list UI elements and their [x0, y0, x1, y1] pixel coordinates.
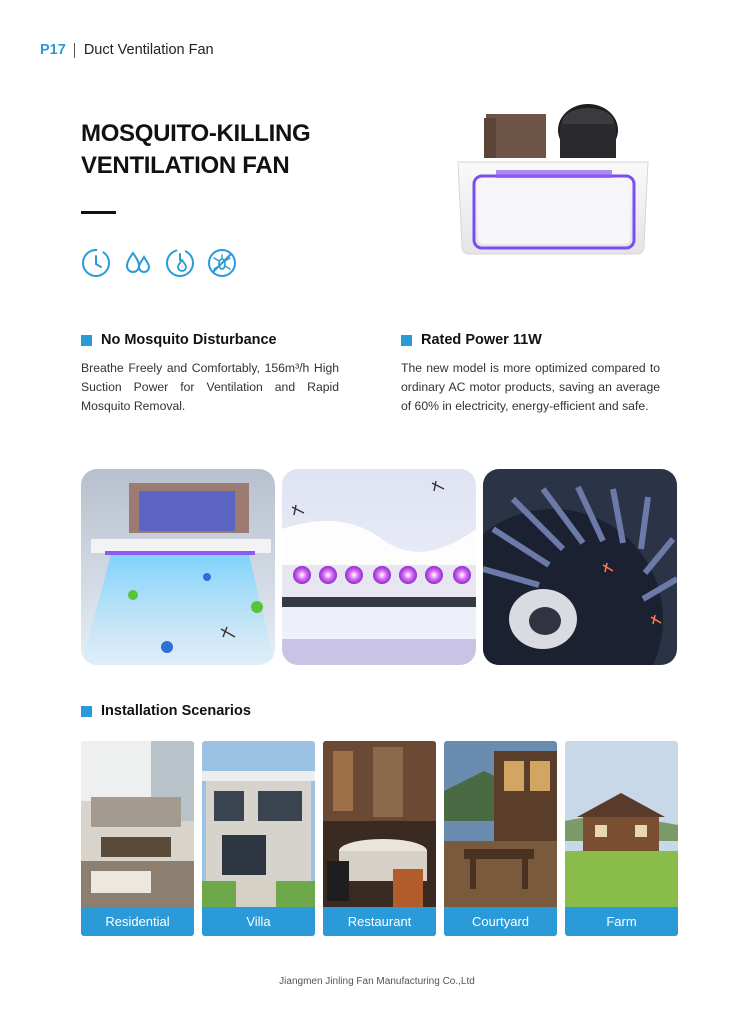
- bullet-square: [81, 335, 92, 346]
- installation-scenarios: [81, 741, 678, 936]
- scenario-label: Courtyard: [444, 907, 557, 936]
- scenario-courtyard: [444, 741, 557, 936]
- scenario-label: Villa: [202, 907, 315, 936]
- product-title: [81, 118, 381, 182]
- product-photo-row: [81, 469, 677, 665]
- section-title: Duct Ventilation Fan: [83, 42, 214, 58]
- water-drops-icon: [122, 247, 154, 279]
- feature-heading: No Mosquito Disturbance: [101, 332, 277, 348]
- feature-rated-power: [401, 332, 660, 416]
- scenario-label: Farm: [565, 907, 678, 936]
- product-title-line-2: VENTILATION FAN: [81, 152, 290, 179]
- scenario-farm: [565, 741, 678, 936]
- feature-icon-row: [80, 247, 238, 279]
- page-number: P17: [40, 42, 66, 58]
- feature-no-mosquito: [81, 332, 339, 416]
- page-header: [40, 42, 214, 58]
- timer-icon: [80, 247, 112, 279]
- product-image-fan-unit: [456, 100, 652, 260]
- title-underline: [81, 211, 116, 214]
- feature-description: Breathe Freely and Comfortably, 156m³/h High Suction Power for Ventilation and Rapid Mosquito Removal.: [81, 361, 339, 413]
- scenario-label: Restaurant: [323, 907, 436, 936]
- feature-heading: Rated Power 11W: [421, 332, 542, 348]
- humidity-clock-icon: [164, 247, 196, 279]
- product-title-line-1: MOSQUITO-KILLING: [81, 120, 311, 147]
- bullet-square: [401, 335, 412, 346]
- scenario-label: Residential: [81, 907, 194, 936]
- photo-uv-lamps: [282, 469, 476, 665]
- scenario-villa: [202, 741, 315, 936]
- footer-company: Jiangmen Jinling Fan Manufacturing Co.,Ltd: [279, 976, 475, 987]
- header-divider: [74, 43, 75, 58]
- bullet-square: [81, 706, 92, 717]
- installation-heading: [81, 703, 251, 719]
- no-mosquito-icon: [206, 247, 238, 279]
- installation-heading-text: Installation Scenarios: [101, 703, 251, 719]
- scenario-restaurant: [323, 741, 436, 936]
- photo-motor-blades: [483, 469, 677, 665]
- feature-description: The new model is more optimized compared to ordinary AC motor products, saving an average of 60% in electricity, energy-efficient and safe.: [401, 361, 660, 413]
- scenario-residential: [81, 741, 194, 936]
- photo-airflow: [81, 469, 275, 665]
